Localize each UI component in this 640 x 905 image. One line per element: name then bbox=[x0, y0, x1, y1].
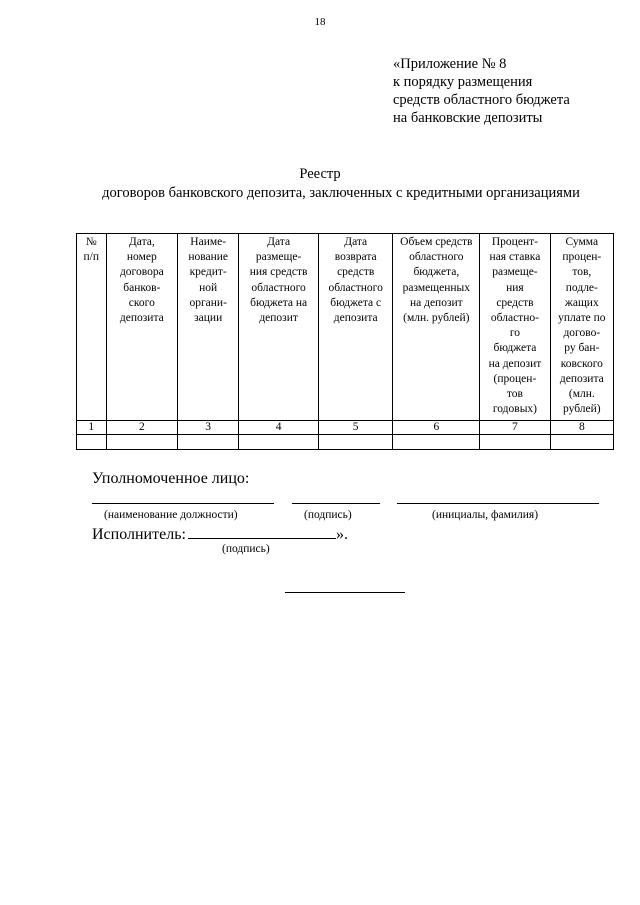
header-cell bbox=[178, 234, 239, 421]
header-line: депозита bbox=[333, 312, 378, 325]
signature-line[interactable] bbox=[292, 503, 380, 504]
header-line: п/п bbox=[83, 251, 100, 264]
column-number: 7 bbox=[480, 421, 550, 435]
header-line: на депозит bbox=[409, 296, 463, 309]
title-line-2: договоров банковского депозита, заключенных с кредитными организациями bbox=[102, 185, 580, 201]
initials-caption: (инициалы, фамилия) bbox=[432, 509, 539, 521]
position-line[interactable] bbox=[92, 503, 274, 504]
header-cell bbox=[393, 234, 480, 421]
header-line: (процен- bbox=[493, 372, 537, 385]
header-line: го bbox=[509, 327, 521, 340]
header-line: рублей) bbox=[563, 403, 601, 416]
column-number-row bbox=[77, 421, 614, 435]
header-line: подле- bbox=[565, 281, 598, 294]
header-line: размеще- bbox=[492, 266, 538, 279]
header-line: средств bbox=[337, 266, 375, 279]
empty-data-row bbox=[77, 435, 614, 450]
header-line: Процент- bbox=[491, 236, 538, 248]
header-line: депозита bbox=[119, 312, 164, 325]
column-number: 1 bbox=[77, 421, 107, 435]
empty-cell[interactable] bbox=[239, 435, 319, 450]
header-line: ния bbox=[506, 281, 524, 294]
header-cell bbox=[550, 234, 613, 421]
column-number: 4 bbox=[239, 421, 319, 435]
header-line: тов bbox=[506, 388, 523, 401]
header-cell bbox=[239, 234, 319, 421]
header-line: жащих bbox=[564, 296, 599, 309]
header-line: размещенных bbox=[402, 281, 470, 294]
column-number: 2 bbox=[106, 421, 177, 435]
header-line: бюджета с bbox=[330, 296, 382, 309]
header-line: договора bbox=[119, 266, 164, 279]
header-line: ния средств bbox=[249, 266, 308, 279]
column-number: 5 bbox=[318, 421, 393, 435]
header-line: депозита bbox=[559, 372, 604, 385]
header-line: областного bbox=[251, 281, 306, 294]
header-line: возврата bbox=[334, 251, 377, 264]
header-line: областного bbox=[409, 251, 464, 264]
column-number: 6 bbox=[393, 421, 480, 435]
signature-caption: (подпись) bbox=[304, 509, 352, 521]
header-line: банков- bbox=[123, 281, 161, 294]
header-line: размеще- bbox=[255, 251, 302, 264]
registry-table bbox=[76, 233, 614, 450]
title-line-1: Реестр bbox=[299, 166, 341, 182]
empty-cell[interactable] bbox=[318, 435, 393, 450]
page-number: 18 bbox=[314, 16, 326, 28]
appendix-reference bbox=[393, 55, 570, 127]
header-line: ского bbox=[128, 296, 155, 309]
header-line: бюджета на bbox=[250, 296, 308, 309]
header-line: депозит bbox=[259, 312, 298, 325]
header-line: ру бан- bbox=[564, 342, 600, 355]
column-number: 8 bbox=[550, 421, 613, 435]
header-line: ковского bbox=[560, 357, 603, 370]
header-cell bbox=[106, 234, 177, 421]
empty-cell[interactable] bbox=[106, 435, 177, 450]
header-line: Объем средств bbox=[400, 236, 473, 248]
document-title bbox=[0, 165, 640, 203]
header-line: (млн. bbox=[568, 388, 595, 401]
header-line: областного bbox=[328, 281, 383, 294]
header-line: (млн. рублей) bbox=[403, 312, 470, 325]
empty-cell[interactable] bbox=[178, 435, 239, 450]
empty-cell[interactable] bbox=[77, 435, 107, 450]
appendix-line-4: на банковские депозиты bbox=[393, 110, 543, 126]
empty-cell[interactable] bbox=[550, 435, 613, 450]
header-line: Дата bbox=[267, 236, 291, 248]
executor-signature-caption: (подпись) bbox=[222, 543, 270, 555]
authorized-person-label: Уполномоченное лицо: bbox=[92, 470, 250, 487]
header-line: бюджета, bbox=[413, 266, 460, 279]
header-line: бюджета bbox=[493, 342, 537, 355]
header-line: средств bbox=[496, 296, 534, 309]
header-line: номер bbox=[126, 251, 157, 264]
executor-close-quote: ». bbox=[335, 526, 348, 543]
header-line: № bbox=[85, 236, 97, 248]
header-line: областно- bbox=[490, 312, 539, 325]
table-header-row bbox=[77, 234, 614, 421]
executor-signature-line[interactable] bbox=[188, 524, 336, 539]
header-line: нование bbox=[188, 251, 229, 264]
header-line: кредит- bbox=[189, 266, 227, 279]
header-line: ной bbox=[199, 281, 218, 294]
header-line: Сумма bbox=[565, 236, 599, 248]
appendix-line-2: к порядку размещения bbox=[393, 74, 533, 90]
header-line: ная ставка bbox=[489, 251, 541, 264]
appendix-line-3: средств областного бюджета bbox=[393, 92, 570, 108]
header-line: органи- bbox=[189, 296, 227, 309]
header-line: догово- bbox=[563, 327, 601, 340]
position-caption: (наименование должности) bbox=[104, 509, 238, 521]
appendix-line-1: «Приложение № 8 bbox=[393, 56, 507, 72]
executor-label: Исполнитель: bbox=[92, 526, 186, 543]
initials-line[interactable] bbox=[397, 503, 599, 504]
empty-cell[interactable] bbox=[480, 435, 550, 450]
header-cell bbox=[318, 234, 393, 421]
header-line: зации bbox=[194, 312, 223, 325]
header-line: Дата, bbox=[128, 236, 155, 248]
header-line: тов, bbox=[572, 266, 592, 279]
empty-cell[interactable] bbox=[393, 435, 480, 450]
header-cell bbox=[480, 234, 550, 421]
footnote-separator bbox=[285, 592, 405, 593]
executor-row bbox=[92, 524, 348, 544]
header-cell bbox=[77, 234, 107, 421]
header-line: Дата bbox=[344, 236, 368, 248]
column-number: 3 bbox=[178, 421, 239, 435]
header-line: уплате по bbox=[558, 312, 606, 325]
header-line: годовых) bbox=[492, 403, 538, 416]
header-line: Наиме- bbox=[190, 236, 227, 248]
header-line: процен- bbox=[562, 251, 602, 264]
header-line: на депозит bbox=[488, 357, 542, 370]
